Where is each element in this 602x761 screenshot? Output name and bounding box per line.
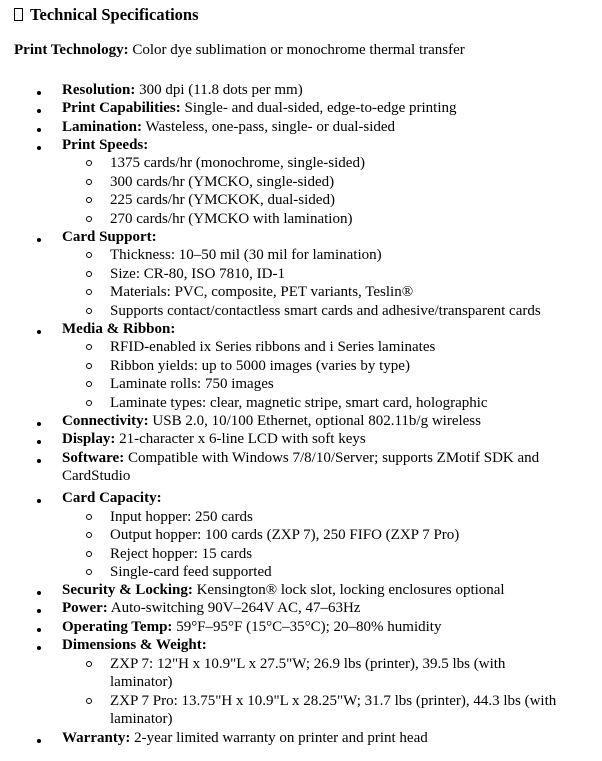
sub-bullet <box>86 216 92 222</box>
bullet <box>37 499 41 503</box>
sub-bullet <box>86 179 92 185</box>
list-item: Supports contact/contactless smart cards and adhesive/transparent cards <box>110 303 541 319</box>
list-item: Laminate rolls: 750 images <box>110 376 274 392</box>
spec-power: Power: Auto-switching 90V–264V AC, 47–63Hz <box>62 600 361 616</box>
list-item: 225 cards/hr (YMCKOK, dual-sided) <box>110 192 335 208</box>
sub-bullet <box>86 363 92 369</box>
spec-dimensions: Dimensions & Weight: <box>62 637 207 653</box>
page-title: Technical Specifications <box>14 4 199 26</box>
spec-card-capacity: Card Capacity: <box>62 490 162 506</box>
list-item: Laminate types: clear, magnetic stripe, smart card, holographic <box>110 395 488 411</box>
bullet <box>37 128 41 132</box>
sub-bullet <box>86 400 92 406</box>
bullet <box>37 646 41 650</box>
spec-security: Security & Locking: Kensington® lock slot, locking enclosures optional <box>62 582 505 598</box>
spec-lamination: Lamination: Wasteless, one-pass, single- or dual-sided <box>62 119 396 135</box>
sub-bullet <box>86 381 92 387</box>
sub-bullet <box>86 532 92 538</box>
bullet <box>37 422 41 426</box>
bullet <box>37 91 41 95</box>
checkbox-glyph-icon <box>14 8 23 21</box>
sub-bullet <box>86 698 92 704</box>
list-item: Thickness: 10–50 mil (30 mil for lamination) <box>110 247 382 263</box>
list-item: Materials: PVC, composite, PET variants, Teslin® <box>110 284 414 300</box>
sub-bullet <box>86 252 92 258</box>
spec-display: Display: 21-character x 6-line LCD with soft keys <box>62 431 366 447</box>
spec-connectivity: Connectivity: USB 2.0, 10/100 Ethernet, optional 802.11b/g wireless <box>62 413 481 429</box>
list-item: Input hopper: 250 cards <box>110 509 253 525</box>
list-item: 300 cards/hr (YMCKO, single-sided) <box>110 174 335 190</box>
spec-software-cont: CardStudio <box>62 468 131 484</box>
bullet <box>37 440 41 444</box>
bullet <box>37 609 41 613</box>
sub-bullet <box>86 514 92 520</box>
list-item: Ribbon yields: up to 5000 images (varies by type) <box>110 358 410 374</box>
bullet <box>37 628 41 632</box>
bullet <box>37 238 41 242</box>
list-item: ZXP 7 Pro: 13.75"H x 10.9"L x 28.25"W; 31.7 lbs (printer), 44.3 lbs (with <box>110 693 557 709</box>
list-item: Output hopper: 100 cards (ZXP 7), 250 FIFO (ZXP 7 Pro) <box>110 527 460 543</box>
bullet <box>37 459 41 463</box>
bullet <box>37 739 41 743</box>
list-item: ZXP 7: 12"H x 10.9"L x 27.5"W; 26.9 lbs (printer), 39.5 lbs (with <box>110 656 506 672</box>
spec-software: Software: Compatible with Windows 7/8/10/Server; supports ZMotif SDK and <box>62 450 540 466</box>
bullet <box>37 591 41 595</box>
bullet <box>37 146 41 150</box>
list-item: 270 cards/hr (YMCKO with lamination) <box>110 211 353 227</box>
spec-operating-temp: Operating Temp: 59°F–95°F (15°C–35°C); 20–80% humidity <box>62 619 442 635</box>
list-item: RFID-enabled ix Series ribbons and i Series laminates <box>110 339 436 355</box>
spec-card-support: Card Support: <box>62 229 157 245</box>
spec-media-ribbon: Media & Ribbon: <box>62 321 176 337</box>
sub-bullet <box>86 271 92 277</box>
spec-resolution: Resolution: 300 dpi (11.8 dots per mm) <box>62 82 303 98</box>
print-technology: Print Technology: Color dye sublimation or monochrome thermal transfer <box>14 42 465 58</box>
list-item-cont: laminator) <box>110 674 173 690</box>
sub-bullet <box>86 344 92 350</box>
spec-warranty: Warranty: 2-year limited warranty on printer and print head <box>62 730 428 746</box>
sub-bullet <box>86 308 92 314</box>
list-item: Single-card feed supported <box>110 564 272 580</box>
list-item-cont: laminator) <box>110 711 173 727</box>
sub-bullet <box>86 197 92 203</box>
sub-bullet <box>86 661 92 667</box>
list-item: Reject hopper: 15 cards <box>110 546 253 562</box>
sub-bullet <box>86 551 92 557</box>
list-item: Size: CR-80, ISO 7810, ID-1 <box>110 266 285 282</box>
spec-print-speeds: Print Speeds: <box>62 137 149 153</box>
list-item: 1375 cards/hr (monochrome, single-sided) <box>110 155 365 171</box>
sub-bullet <box>86 569 92 575</box>
spec-capabilities: Print Capabilities: Single- and dual-sided, edge-to-edge printing <box>62 100 457 116</box>
bullet <box>37 109 41 113</box>
bullet <box>37 330 41 334</box>
sub-bullet <box>86 160 92 166</box>
sub-bullet <box>86 289 92 295</box>
